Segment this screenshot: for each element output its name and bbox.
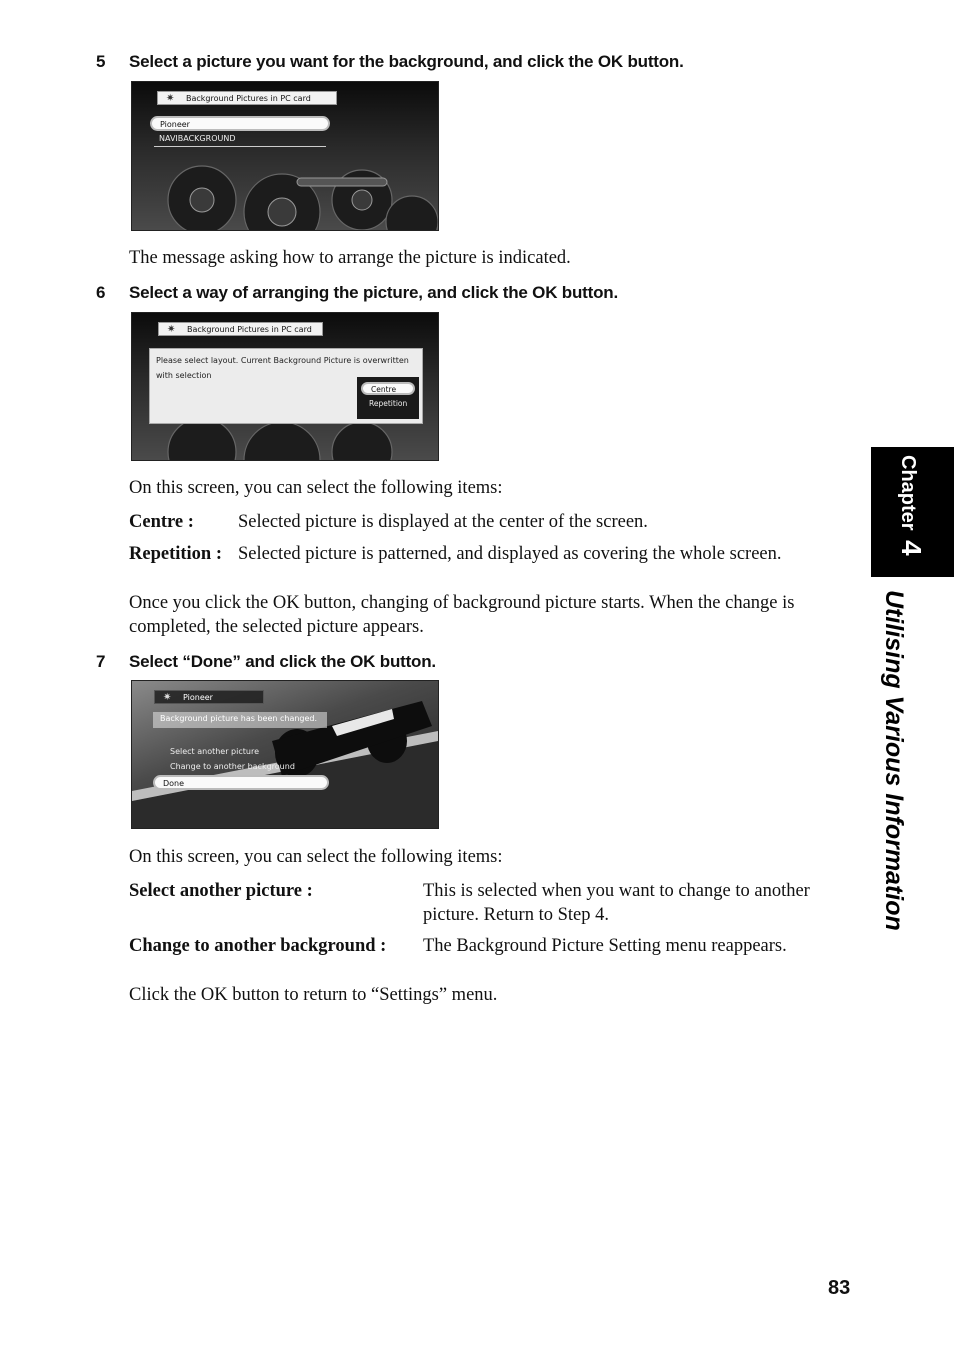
step-5-heading bbox=[96, 52, 684, 72]
step-number: 5 bbox=[96, 52, 106, 71]
definition-term: Repetition : bbox=[129, 544, 222, 564]
options-panel bbox=[357, 377, 419, 419]
step-number: 7 bbox=[96, 652, 106, 671]
list-item-navibackground[interactable] bbox=[159, 134, 235, 143]
definition-description: The Background Picture Setting menu reappears. bbox=[423, 936, 787, 956]
definition-term: Centre : bbox=[129, 512, 194, 532]
definition-term: Change to another background : bbox=[129, 936, 387, 956]
chapter-label bbox=[895, 455, 927, 556]
step-text: Select a picture you want for the background, and click the OK button. bbox=[129, 52, 684, 71]
paragraph-line: completed, the selected picture appears. bbox=[129, 617, 424, 637]
chapter-number: 4 bbox=[896, 540, 927, 556]
step-6-heading bbox=[96, 283, 618, 303]
paragraph-intro: On this screen, you can select the following items: bbox=[129, 478, 503, 498]
definition-line: This is selected when you want to change to another bbox=[423, 881, 810, 901]
option-label: Repetition bbox=[369, 399, 408, 408]
page-number: 83 bbox=[828, 1277, 851, 1299]
option-label: Done bbox=[163, 779, 185, 788]
paragraph-line: Once you click the OK button, changing of background picture starts. When the change is bbox=[129, 593, 795, 613]
option-done[interactable] bbox=[153, 775, 329, 790]
option-label: Change to another background bbox=[170, 762, 295, 771]
window-title: Background Pictures in PC card bbox=[187, 325, 312, 334]
window-title-bar bbox=[157, 91, 337, 105]
option-select-another-picture[interactable] bbox=[170, 747, 259, 756]
option-repetition[interactable] bbox=[369, 399, 407, 408]
list-item-pioneer[interactable] bbox=[150, 116, 330, 131]
option-centre[interactable] bbox=[361, 382, 415, 395]
screenshot-done-dialog bbox=[131, 680, 439, 829]
list-item-label: NAVIBACKGROUND bbox=[159, 134, 236, 143]
sparkle-icon: ✷ bbox=[163, 692, 172, 703]
window-title-bar bbox=[158, 322, 323, 336]
chapter-word: Chapter bbox=[897, 455, 919, 531]
definition-line: picture. Return to Step 4. bbox=[423, 905, 609, 925]
definition-description: Selected picture is displayed at the center of the screen. bbox=[238, 512, 648, 532]
banner-message: Background picture has been changed. bbox=[160, 714, 318, 723]
step-number: 6 bbox=[96, 283, 106, 302]
paragraph-arrange-message: The message asking how to arrange the picture is indicated. bbox=[129, 248, 571, 268]
step-text: Select “Done” and click the OK button. bbox=[129, 652, 436, 671]
option-label: Centre bbox=[371, 385, 397, 394]
window-title: Background Pictures in PC card bbox=[186, 94, 311, 103]
definition-term: Select another picture : bbox=[129, 881, 313, 901]
window-title-bar bbox=[154, 690, 264, 704]
definition-description bbox=[423, 879, 810, 927]
option-label: Select another picture bbox=[170, 747, 259, 756]
paragraph-intro: On this screen, you can select the following items: bbox=[129, 847, 503, 867]
gears-background-image bbox=[132, 130, 438, 230]
sparkle-icon: ✷ bbox=[167, 324, 176, 335]
list-item-label: Pioneer bbox=[160, 120, 190, 129]
screenshot-layout-dialog bbox=[131, 312, 439, 461]
chapter-tab-label bbox=[871, 447, 954, 577]
step-7-heading bbox=[96, 652, 436, 672]
paragraph-closing: Click the OK button to return to “Settings” menu. bbox=[129, 985, 498, 1005]
definition-description: Selected picture is patterned, and displayed as covering the whole screen. bbox=[238, 544, 782, 564]
paragraph-note bbox=[129, 591, 794, 639]
layout-dialog bbox=[149, 348, 423, 424]
dialog-message-line: with selection bbox=[156, 371, 212, 380]
message-banner bbox=[153, 712, 327, 728]
window-title: Pioneer bbox=[183, 693, 213, 702]
option-change-background[interactable] bbox=[170, 762, 295, 771]
sparkle-icon: ✷ bbox=[166, 93, 175, 104]
section-title-vertical: Utilising Various Information bbox=[880, 590, 908, 931]
screenshot-picture-list bbox=[131, 81, 439, 231]
divider bbox=[154, 146, 326, 147]
dialog-message-line: Please select layout. Current Background Picture is overwritten bbox=[156, 356, 409, 365]
step-text: Select a way of arranging the picture, and click the OK button. bbox=[129, 283, 618, 302]
